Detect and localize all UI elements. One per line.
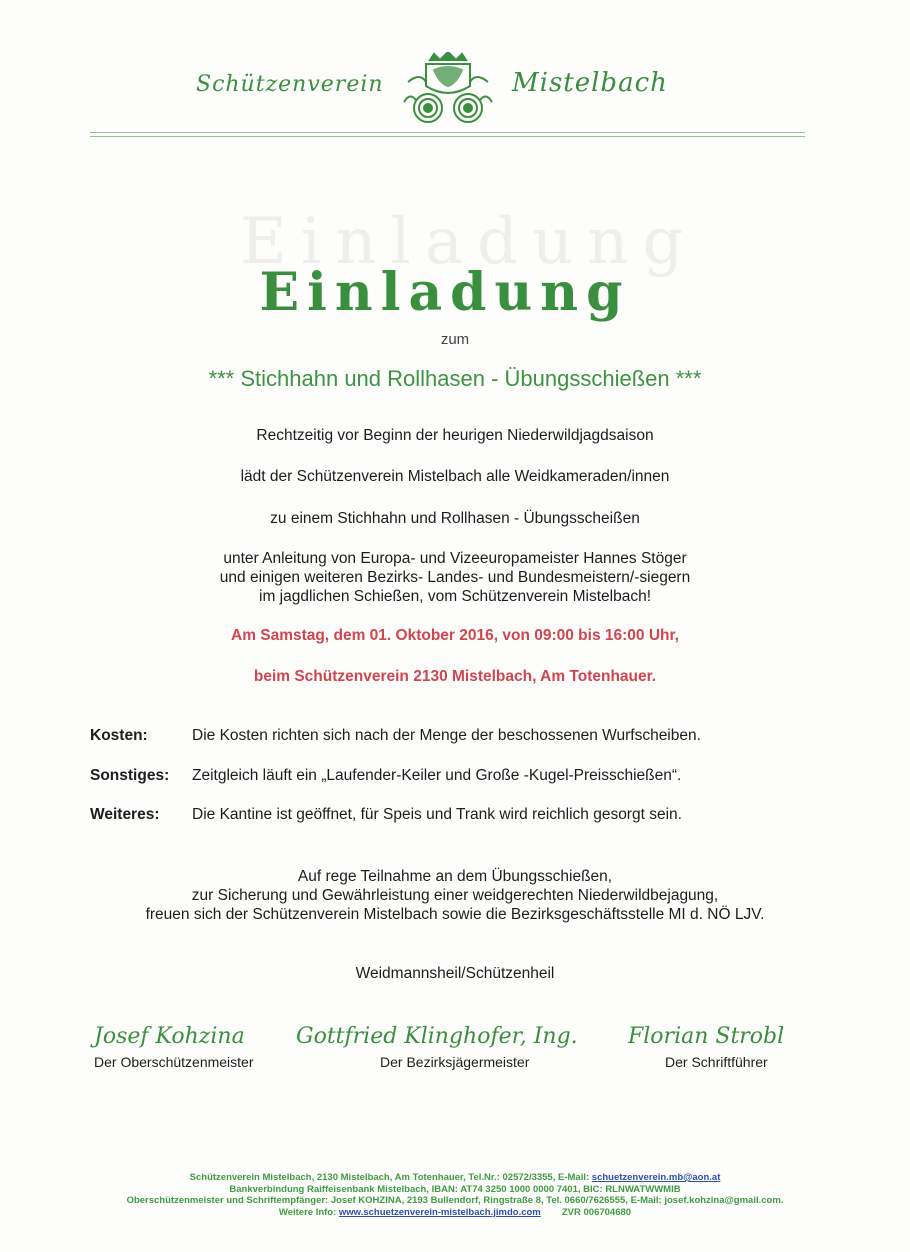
closing-line: Auf rege Teilnahme an dem Übungsschießen, [297,868,613,885]
footer-line-address: Schützenverein Mistelbach, 2130 Mistelbach, Am Totenhauer, Tel.Nr.: 02572/3355, E-Mail: schuetzenverein.mb@aon.at [189,1172,721,1183]
footer-line-contact: Oberschützenmeister und Schriftempfänger: Josef KOHZINA, 2193 Bullendorf, Ringstraße 8, Tel. 0660/7626555, E-Mail: josef.kohzina@gmail.com. [126,1195,784,1206]
event-location: beim Schützenverein 2130 Mistelbach, Am Totenhauer. [253,668,657,685]
letterhead-divider [90,132,805,133]
signature-role: Der Bezirksjägermeister [380,1054,530,1070]
signature-schriftfuehrer: Florian Strobl [628,1024,785,1049]
letterhead-club-name: Schützenverein [196,72,384,97]
info-label: Weiteres: [90,806,160,823]
footer-zvr: ZVR 006704680 [561,1206,632,1218]
club-crest-logo [400,52,496,126]
info-text: Zeitgleich läuft ein „Laufender-Keiler und Große -Kugel-Preisschießen“. [192,767,682,784]
signature-role: Der Oberschützenmeister [94,1054,254,1070]
info-text: Die Kosten richten sich nach der Menge der beschossenen Wurfscheiben. [192,727,701,744]
title-connector: zum [440,331,470,348]
signature-role: Der Schriftführer [665,1054,768,1070]
title-watermark: Einladung [240,205,698,279]
event-title: *** Stichhahn und Rollhasen - Übungsschießen *** [208,366,702,391]
intro-line: im jagdlichen Schießen, vom Schützenverein Mistelbach! [259,588,651,605]
intro-line: zu einem Stichhahn und Rollhasen - Übungsscheißen [270,510,640,527]
footer-website-link[interactable]: www.schuetzenverein-mistelbach.jimdo.com [338,1206,541,1218]
event-date: Am Samstag, dem 01. Oktober 2016, von 09:00 bis 16:00 Uhr, [231,627,679,644]
footer [0,1172,910,1218]
footer-email-link[interactable]: schuetzenverein.mb@aon.at [591,1172,721,1183]
intro-line: Rechtzeitig vor Beginn der heurigen Niederwildjagdsaison [256,427,654,444]
intro-line: lädt der Schützenverein Mistelbach alle Weidkameraden/innen [240,468,670,485]
signature-oberschuetzenmeister: Josef Kohzina [94,1024,245,1049]
greeting: Weidmannsheil/Schützenheil [355,965,555,982]
closing-line: freuen sich der Schützenverein Mistelbach sowie die Bezirksgeschäftsstelle MI d. NÖ LJV. [145,906,765,923]
footer-line-info: Weitere Info: www.schuetzenverein-mistelbach.jimdo.com ZVR 006704680 [278,1206,632,1218]
letterhead-divider [90,136,805,137]
intro-line: und einigen weiteren Bezirks- Landes- und Bundesmeistern/-siegern [219,569,691,586]
signature-bezirksjaegermeister: Gottfried Klinghofer, Ing. [296,1024,578,1049]
letterhead-town-name: Mistelbach [512,68,668,98]
closing-line: zur Sicherung und Gewährleistung einer weidgerechten Niederwildbejagung, [191,887,719,904]
info-label: Kosten: [90,727,148,744]
document-title: Einladung [259,262,631,323]
info-text: Die Kantine ist geöffnet, für Speis und Trank wird reichlich gesorgt sein. [192,806,682,823]
intro-line: unter Anleitung von Europa- und Vizeeuropameister Hannes Stöger [223,550,687,567]
footer-line-bank: Bankverbindung Raiffeisenbank Mistelbach, IBAN: AT74 3250 1000 0000 7401, BIC: RLNWATWWMIB [229,1183,681,1195]
info-label: Sonstiges: [90,767,170,784]
